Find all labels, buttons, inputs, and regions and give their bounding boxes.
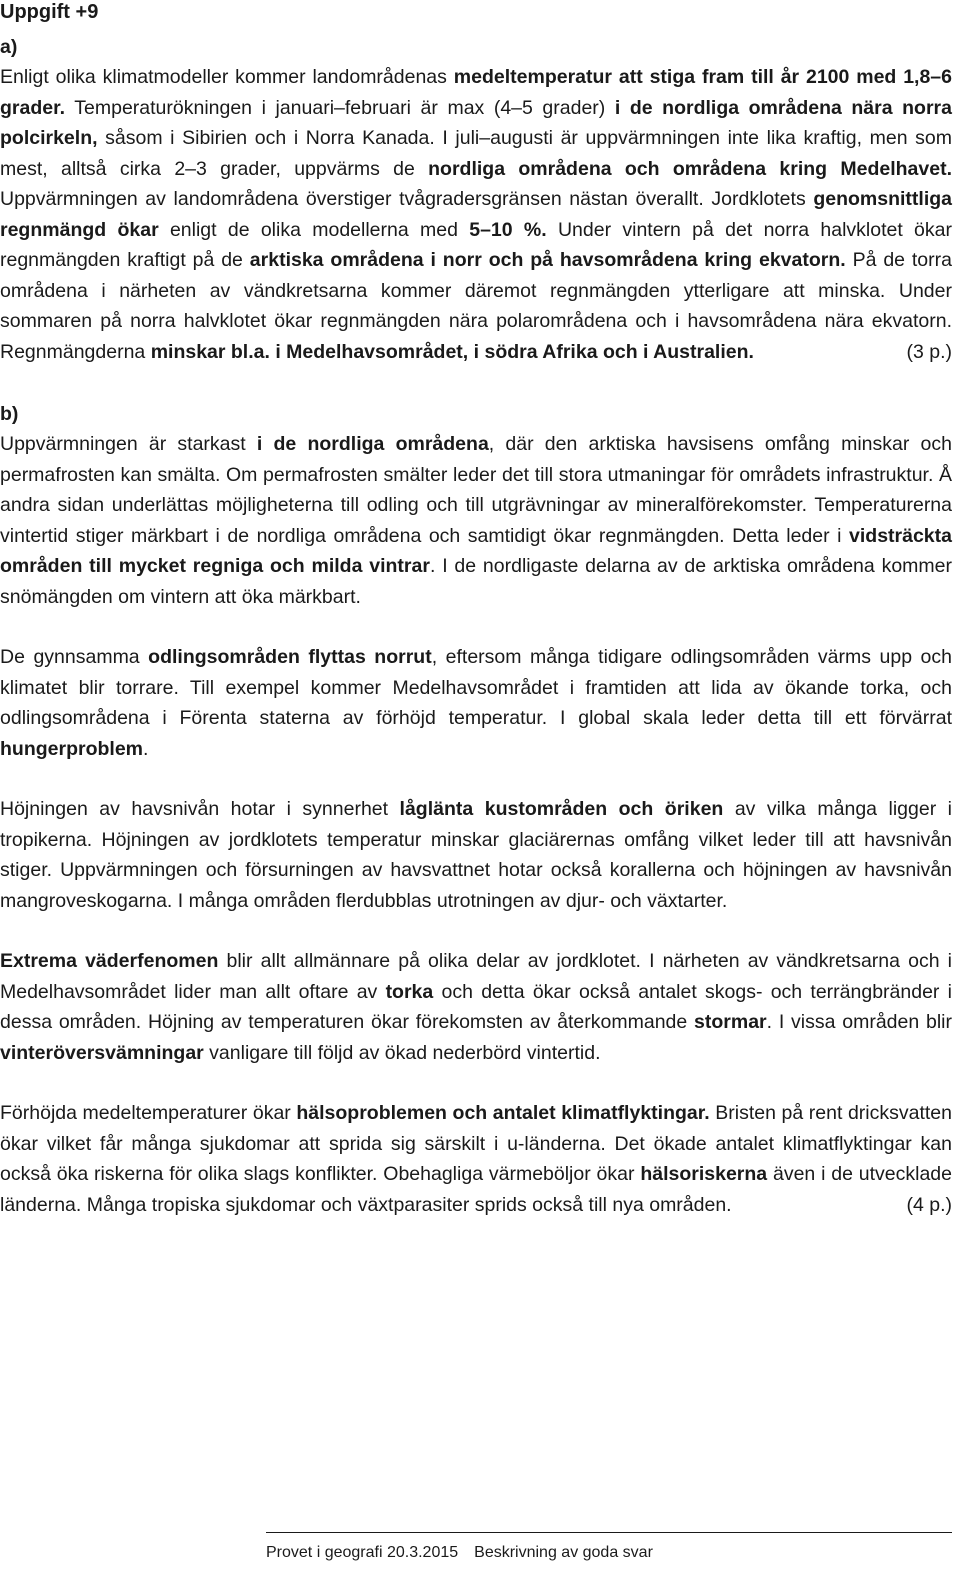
bold-text-segment: odlingsområden flyttas norrut [148,646,432,668]
section-b-paragraph [0,794,952,916]
bold-text-segment: 5–10 %. [469,218,547,241]
text-segment: , där den arktiska havsisens omfång minskar och permafrosten kan smälta. Om permafrosten smälter leder det till stora utmaningar för områdets infrastruktur. Å andra sidan underlättas möjligheterna till odling och till utgrävningar av mineralförekomster. Temperaturerna vintertid stiger märkbart i de nordliga områdena och samtidigt ökar regnmängden. Detta leder i [0,433,952,547]
points-label: (3 p.) [906,340,952,363]
text-segment: På de torra områdena i närheten av vändkretsarna kommer däremot regnmängden ytterligare att minska. Under sommaren på norra halvklotet ökar regnmängden nära polarområdena och i havsområdena nära ekvatorn. Regnmängderna [0,249,952,363]
bold-text-segment: vinteröversvämningar [0,1041,204,1064]
bold-text-segment: hungerproblem [0,737,144,760]
text-segment: . [143,737,149,760]
text-segment: . I vissa områden blir [766,1011,952,1033]
page-footer [266,1532,952,1573]
bold-text-segment: låglänta kustområden och öriken [399,798,724,820]
text-segment: enligt de olika modellerna med [158,218,470,241]
text-segment: Höjningen av havsnivån hotar i synnerhet [0,798,400,820]
page-title: Uppgift +9 [0,1,99,23]
text-segment: De gynnsamma [0,646,149,668]
text-segment: Bristen på rent dricksvatten ökar vilket får många sjukdomar att sprida sig särskilt i u-länderna. Det ökade antalet klimatflyktingar kan också öka riskerna för olika slags konflikter. Obehagliga värmeböljor ökar [0,1102,952,1185]
section-b-paragraph [0,946,952,1068]
bold-text-segment: stormar [694,1011,767,1033]
bold-text-segment: nordliga områdena och områdena kring Medelhavet. [428,157,952,180]
text-segment: Uppvärmningen av landområdena överstiger tvågradersgränsen nästan överallt. Jordklotets [0,188,814,210]
bold-text-segment: genomsnittliga regnmängd ökar [0,188,952,241]
bold-text-segment: vidsträckta områden till mycket regniga och milda vintrar [0,524,952,577]
bold-text-segment: minskar bl.a. i Medelhavsområdet, i södra Afrika och i Australien. [150,340,754,363]
footer-exam-name: Provet i geografi 20.3.2015 [266,1544,459,1561]
bold-text-segment: Extrema väderfenomen [0,950,219,972]
text-segment: även i de utvecklade länderna. Många tropiska sjukdomar och växtparasiter sprids också till nya områden. [0,1163,953,1216]
section-b-paragraph [0,429,952,612]
section-a-paragraph [0,62,952,367]
text-segment: Förhöjda medeltemperaturer ökar [0,1102,297,1124]
text-segment: Enligt olika klimatmodeller kommer landområdenas [0,66,454,88]
bold-text-segment: medeltemperatur att stiga fram till år 2100 med 1,8–6 grader. [0,66,953,119]
text-segment: Uppvärmningen är starkast [0,433,257,455]
section-b-label: b) [0,403,19,425]
footer-description: Beskrivning av goda svar [474,1544,653,1561]
section-b-paragraph [0,1098,952,1220]
bold-text-segment: hälsoriskerna [640,1163,768,1185]
text-segment: Temperaturökningen i januari–februari är max (4–5 grader) [65,96,615,119]
section-a-label: a) [0,36,18,58]
text-segment: Under vintern på det norra halvklotet ökar regnmängden kraftigt på de [0,218,952,271]
bold-text-segment: torka [385,980,434,1003]
text-segment: av vilka många ligger i tropikerna. Höjningen av jordklotets temperatur minskar glaciärernas omfång vilket leder till att havsnivån stiger. Uppvärmningen och försurningen av havsvattnet hotar också korallerna och höjningen av havsnivån mangroveskogarna. I många områden flerdubblas utrotningen av djur- och växtarter. [0,798,953,912]
text-segment: . I de nordligaste delarna av de arktiska områdena kommer snömängden om vintern att öka märkbart. [0,555,952,608]
text-segment: vanligare till följd av ökad nederbörd vintertid. [203,1041,601,1064]
points-label: (4 p.) [906,1193,952,1216]
bold-text-segment: hälsoproblemen och antalet klimatflyktingar. [296,1102,710,1124]
section-b-body [0,429,952,1220]
bold-text-segment: i de nordliga områdena nära norra polcirkeln, [0,96,952,149]
text-segment: , eftersom många tidigare odlingsområden värms upp och klimatet blir torrare. Till exempel kommer Medelhavsområdet i framtiden att lida av ökande torka, och odlingsområdena i Förenta staterna av förhöjd temperatur. I global skala leder detta till ett förvärrat [0,646,952,729]
text-segment: såsom i Sibirien och i Norra Kanada. I juli–augusti är uppvärmningen inte lika kraftig, men som mest, alltså cirka 2–3 grader, uppvärms de [0,127,952,180]
text-segment: blir allt allmännare på olika delar av jordklotet. I närheten av vändkretsarna och i Medelhavsområdet lider man allt oftare av [0,950,952,1003]
text-segment: och detta ökar också antalet skogs- och terrängbränder i dessa områden. Höjning av temperaturen ökar förekomsten av återkommande [0,980,953,1033]
bold-text-segment: arktiska områdena i norr och på havsområdena kring ekvatorn. [249,249,846,271]
bold-text-segment: i de nordliga områdena [256,433,489,455]
section-b-paragraph [0,642,952,764]
